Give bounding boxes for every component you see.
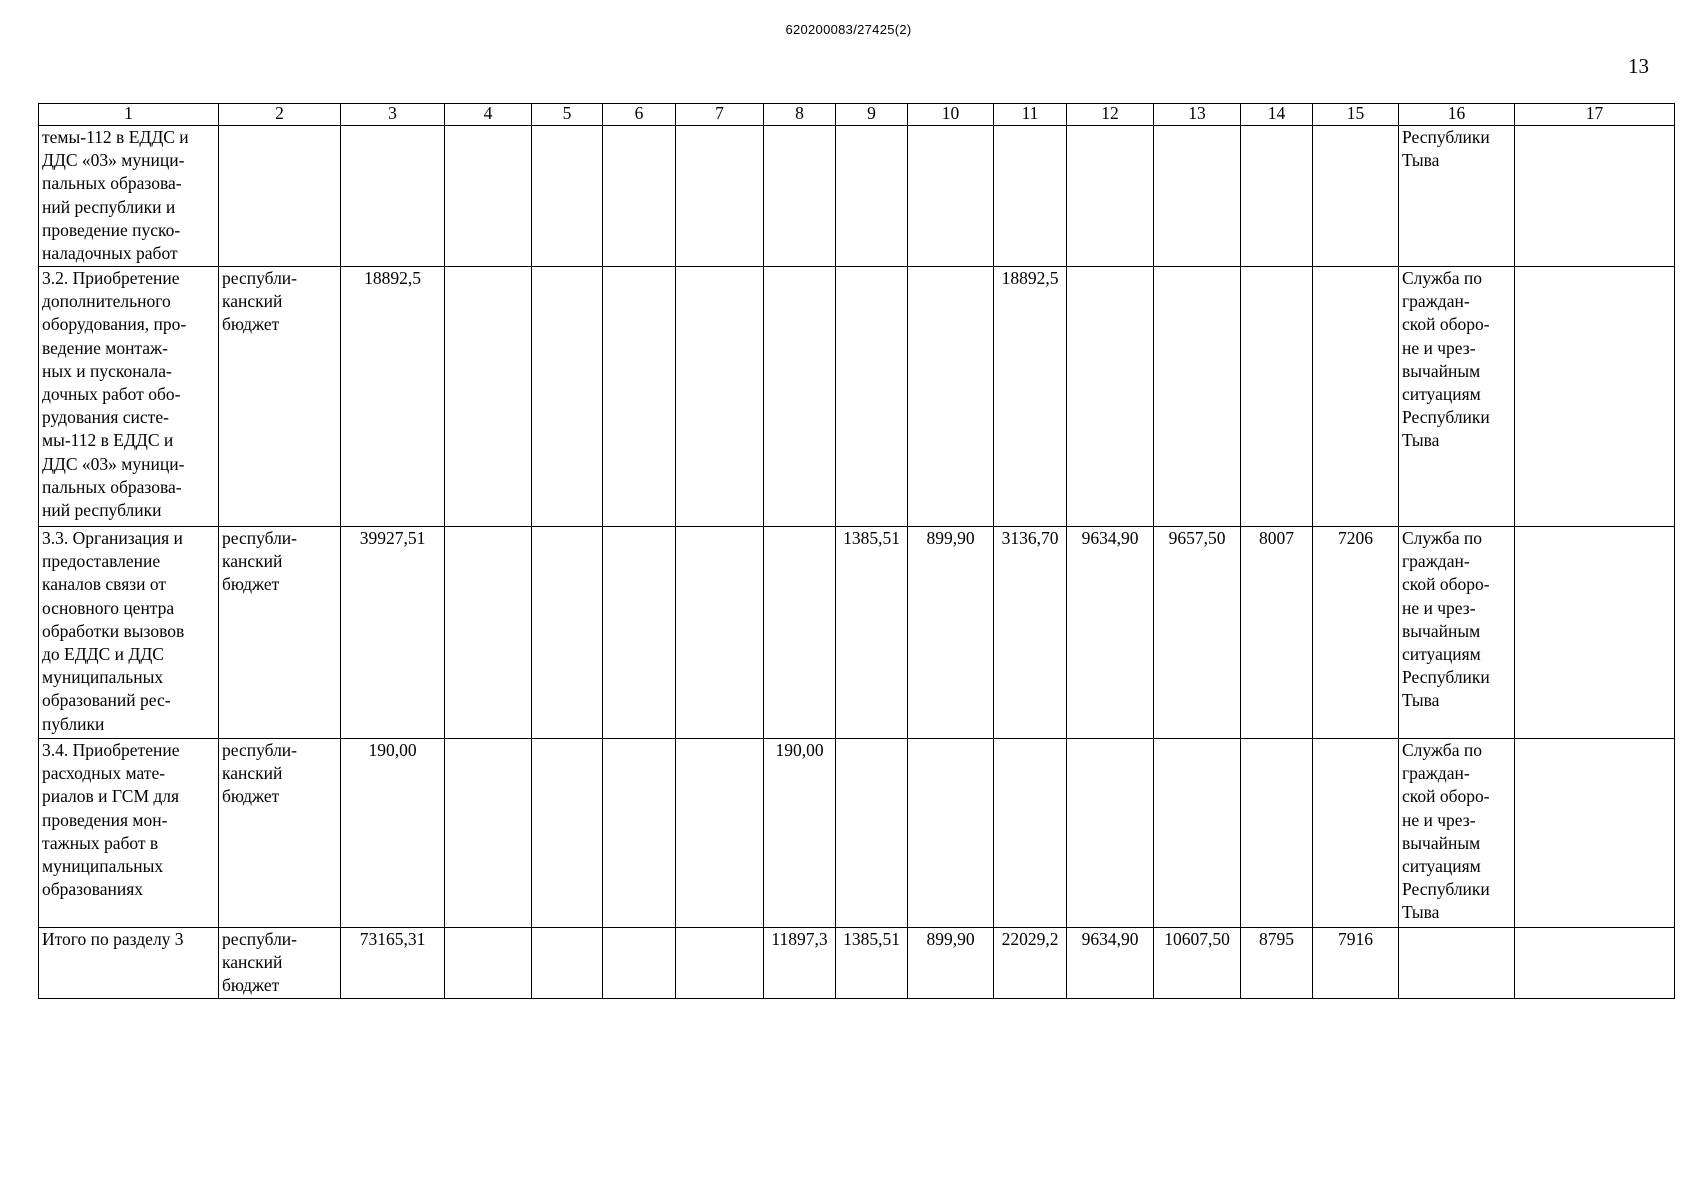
table-cell — [676, 267, 764, 527]
table-cell: 190,00 — [341, 739, 445, 928]
table-cell — [908, 739, 994, 928]
table-cell: 3.3. Организация и предоставление каналов связи от основного центра обработки вызовов до ЕДДС и ДДС муниципальных образований рес- публики — [39, 527, 219, 739]
column-header: 10 — [908, 104, 994, 126]
table-cell — [836, 739, 908, 928]
column-header: 13 — [1154, 104, 1241, 126]
table-cell: 11897,3 — [764, 928, 836, 999]
table-row — [39, 527, 1675, 739]
table-cell: 10607,50 — [1154, 928, 1241, 999]
table-cell — [1241, 126, 1313, 267]
table-cell — [445, 267, 532, 527]
budget-table — [38, 103, 1675, 999]
column-number-row — [39, 104, 1675, 126]
table-cell — [341, 126, 445, 267]
table-cell — [1399, 928, 1515, 999]
table-cell — [445, 126, 532, 267]
table-cell: 18892,5 — [994, 267, 1067, 527]
table-cell — [1154, 126, 1241, 267]
table-cell: 8007 — [1241, 527, 1313, 739]
table-cell — [1515, 267, 1675, 527]
table-cell: республи- канский бюджет — [219, 267, 341, 527]
table-cell — [532, 527, 603, 739]
table-cell — [908, 126, 994, 267]
table-cell — [219, 126, 341, 267]
table-cell — [1515, 527, 1675, 739]
table-cell: 22029,2 — [994, 928, 1067, 999]
table-cell: 9634,90 — [1067, 527, 1154, 739]
table-cell: 899,90 — [908, 527, 994, 739]
table-cell — [1241, 267, 1313, 527]
table-cell — [445, 928, 532, 999]
column-header: 2 — [219, 104, 341, 126]
table-cell: 1385,51 — [836, 928, 908, 999]
table-cell: 9634,90 — [1067, 928, 1154, 999]
table-cell: Итого по разделу 3 — [39, 928, 219, 999]
table-cell — [764, 527, 836, 739]
table-cell: 190,00 — [764, 739, 836, 928]
column-header: 11 — [994, 104, 1067, 126]
column-header: 17 — [1515, 104, 1675, 126]
column-header: 1 — [39, 104, 219, 126]
table-cell: 3.4. Приобретение расходных мате- риалов и ГСМ для проведения мон- тажных работ в муниципальных образованиях — [39, 739, 219, 928]
table-cell — [532, 267, 603, 527]
table-cell: 3.2. Приобретение дополнительного оборудования, про- ведение монтаж- ных и пусконала- дочных работ обо- рудования систе- мы-112 в ЕДДС и ДДС «03» муници- пальных образова- ний республики — [39, 267, 219, 527]
column-header: 12 — [1067, 104, 1154, 126]
table-cell — [1154, 267, 1241, 527]
table-cell — [603, 928, 676, 999]
table-cell — [1241, 739, 1313, 928]
table-cell — [1515, 739, 1675, 928]
table-cell — [532, 739, 603, 928]
table-cell: республи- канский бюджет — [219, 928, 341, 999]
table-cell: Служба по граждан- ской оборо- не и чрез- вычайным ситуациям Республики Тыва — [1399, 267, 1515, 527]
column-header: 3 — [341, 104, 445, 126]
document-id: 620200083/27425(2) — [785, 22, 912, 37]
table-cell: 39927,51 — [341, 527, 445, 739]
table-cell: 1385,51 — [836, 527, 908, 739]
table-cell: 8795 — [1241, 928, 1313, 999]
table-cell: 73165,31 — [341, 928, 445, 999]
table-cell — [1067, 739, 1154, 928]
table-cell — [764, 126, 836, 267]
table-cell — [1067, 267, 1154, 527]
table-cell — [676, 527, 764, 739]
table-row — [39, 267, 1675, 527]
table-cell — [1515, 126, 1675, 267]
column-header: 16 — [1399, 104, 1515, 126]
table-cell — [1515, 928, 1675, 999]
table-cell — [603, 527, 676, 739]
table-cell — [836, 126, 908, 267]
table-cell: республи- канский бюджет — [219, 527, 341, 739]
table-cell: Республики Тыва — [1399, 126, 1515, 267]
table-cell — [676, 739, 764, 928]
table-cell — [1154, 739, 1241, 928]
column-header: 5 — [532, 104, 603, 126]
column-header: 6 — [603, 104, 676, 126]
table-cell: темы-112 в ЕДДС и ДДС «03» муници- пальных образова- ний республики и проведение пуско- наладочных работ — [39, 126, 219, 267]
table-row — [39, 126, 1675, 267]
table-cell — [603, 267, 676, 527]
table-cell: 9657,50 — [1154, 527, 1241, 739]
table-row — [39, 739, 1675, 928]
table-cell — [676, 928, 764, 999]
column-header: 8 — [764, 104, 836, 126]
table-cell — [445, 739, 532, 928]
table-cell — [994, 739, 1067, 928]
table-cell: республи- канский бюджет — [219, 739, 341, 928]
table-cell — [764, 267, 836, 527]
table-cell — [445, 527, 532, 739]
column-header: 14 — [1241, 104, 1313, 126]
table-cell: 899,90 — [908, 928, 994, 999]
column-header: 4 — [445, 104, 532, 126]
table-cell — [532, 126, 603, 267]
table-cell — [994, 126, 1067, 267]
table-cell: 7916 — [1313, 928, 1399, 999]
table-cell — [532, 928, 603, 999]
table-cell — [1067, 126, 1154, 267]
table-cell — [1313, 126, 1399, 267]
table-cell — [603, 739, 676, 928]
table-cell — [1313, 267, 1399, 527]
table-cell: Служба по граждан- ской оборо- не и чрез- вычайным ситуациям Республики Тыва — [1399, 527, 1515, 739]
column-header: 9 — [836, 104, 908, 126]
table-cell — [836, 267, 908, 527]
column-header: 7 — [676, 104, 764, 126]
table-row-total — [39, 928, 1675, 999]
table-cell — [1313, 739, 1399, 928]
table-cell: 18892,5 — [341, 267, 445, 527]
table-cell: Служба по граждан- ской оборо- не и чрез- вычайным ситуациям Республики Тыва — [1399, 739, 1515, 928]
table-cell: 7206 — [1313, 527, 1399, 739]
table-cell — [676, 126, 764, 267]
column-header: 15 — [1313, 104, 1399, 126]
page-number: 13 — [1628, 54, 1649, 78]
table-cell — [908, 267, 994, 527]
table-cell — [603, 126, 676, 267]
table-cell: 3136,70 — [994, 527, 1067, 739]
